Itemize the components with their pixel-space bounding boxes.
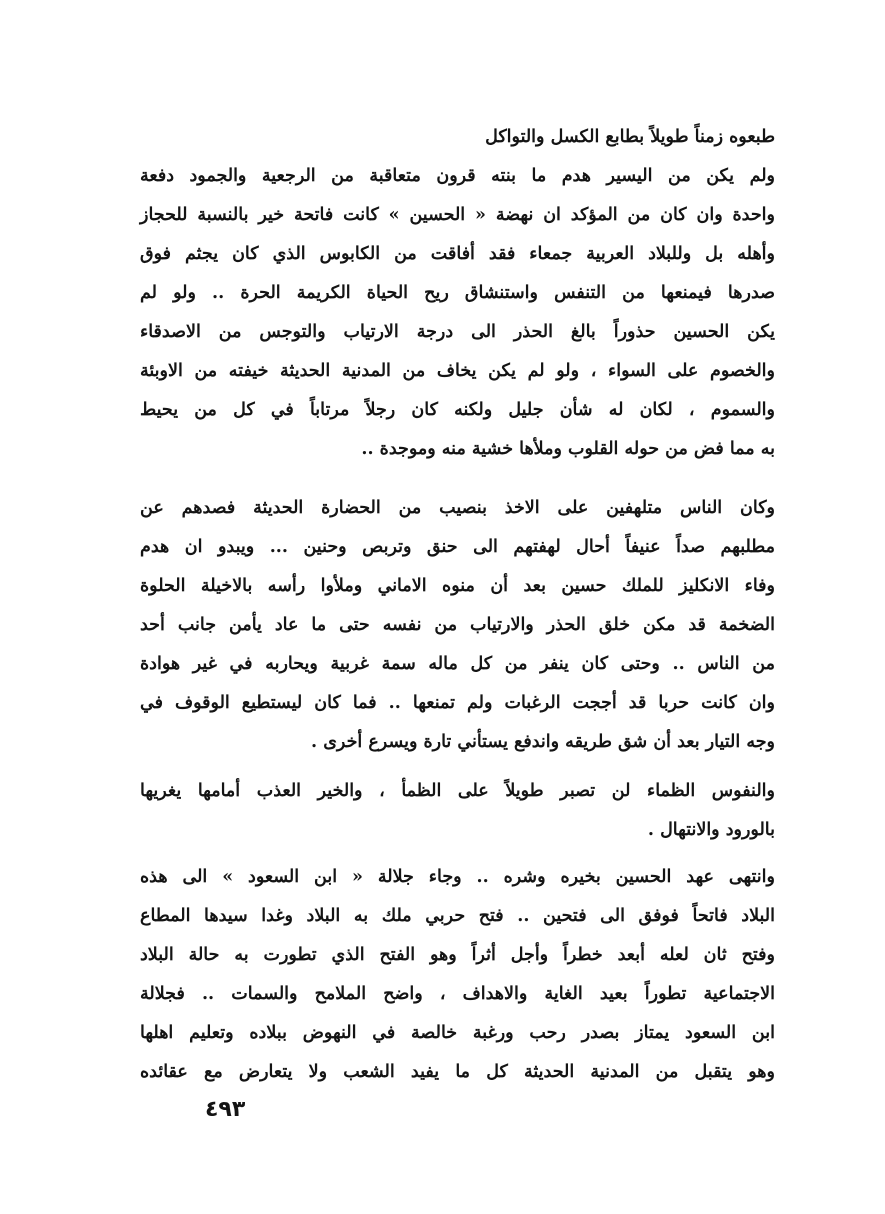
paragraph-2 bbox=[140, 489, 775, 762]
text-line: البلاد فاتحاً فوفق الى فتحين .. فتح حربي ملك به البلاد وغدا سيدها المطاع bbox=[140, 906, 775, 926]
paragraph-4 bbox=[140, 858, 775, 1092]
text-line: واحدة وان كان من المؤكد ان نهضة « الحسين » كانت فاتحة خير بالنسبة للحجاز bbox=[140, 205, 775, 225]
text-line: والخصوم على السواء ، ولو لم يكن يخاف من المدنية الحديثة خيفته من الاوبئة bbox=[140, 361, 775, 381]
text-line: به مما فض من حوله القلوب وملأها خشية منه وموجدة .. bbox=[361, 439, 775, 459]
paragraph-3 bbox=[140, 772, 775, 850]
text-line: يكن الحسين حذوراً بالغ الحذر الى درجة الارتياب والتوجس من الاصدقاء bbox=[140, 322, 775, 342]
text-line: وهو يتقبل من المدنية الحديثة كل ما يفيد الشعب ولا يتعارض مع عقائده bbox=[140, 1062, 775, 1082]
text-line: طبعوه زمناً طويلاً بطابع الكسل والتواكل bbox=[485, 127, 775, 147]
text-line: وفاء الانكليز للملك حسين بعد أن منوه الاماني وملأوا رأسه بالاخيلة الحلوة bbox=[140, 576, 775, 596]
paragraph-1 bbox=[140, 118, 775, 469]
text-line: بالورود والانتهال . bbox=[647, 820, 775, 840]
text-line: والسموم ، لكان له شأن جليل ولكنه كان رجلاً مرتاباً في كل من يحيط bbox=[140, 400, 775, 420]
text-line: وفتح ثان لعله أبعد خطراً وأجل أثراً وهو الفتح الذي تطورت به حالة البلاد bbox=[140, 945, 775, 965]
text-line: ولم يكن من اليسير هدم ما بنته قرون متعاقبة من الرجعية والجمود دفعة bbox=[140, 166, 775, 186]
text-line: صدرها فيمنعها من التنفس واستنشاق ريح الحياة الكريمة الحرة .. ولو لم bbox=[140, 283, 775, 303]
page-number: ٤٩٣ bbox=[205, 1097, 246, 1122]
text-line: الضخمة قد مكن خلق الحذر والارتياب من نفسه حتى ما عاد يأمن جانب أحد bbox=[140, 615, 775, 635]
text-line: مطلبهم صداً عنيفاً أحال لهفتهم الى حنق وتربص وحنين ... ويبدو ان هدم bbox=[140, 537, 775, 557]
text-line: وانتهى عهد الحسين بخيره وشره .. وجاء جلالة « ابن السعود » الى هذه bbox=[140, 867, 775, 887]
text-line: والنفوس الظماء لن تصبر طويلاً على الظمأ ، والخير العذب أمامها يغريها bbox=[140, 781, 775, 801]
text-line: ابن السعود يمتاز بصدر رحب ورغبة خالصة في النهوض ببلاده وتعليم اهلها bbox=[140, 1023, 775, 1043]
text-line: وان كانت حربا قد أججت الرغبات ولم تمنعها .. فما كان ليستطيع الوقوف في bbox=[140, 693, 775, 713]
text-line: وكان الناس متلهفين على الاخذ بنصيب من الحضارة الحديثة فصدهم عن bbox=[140, 498, 775, 518]
text-line: وأهله بل وللبلاد العربية جمعاء فقد أفاقت من الكابوس الذي كان يجثم فوق bbox=[140, 244, 775, 264]
text-line: الاجتماعية تطوراً بعيد الغاية والاهداف ، واضح الملامح والسمات .. فجلالة bbox=[140, 984, 775, 1004]
text-line: من الناس .. وحتى كان ينفر من كل ماله سمة غربية ويحاربه في غير هوادة bbox=[140, 654, 775, 674]
text-line: وجه التيار بعد أن شق طريقه واندفع يستأني تارة ويسرع أخرى . bbox=[311, 732, 775, 752]
